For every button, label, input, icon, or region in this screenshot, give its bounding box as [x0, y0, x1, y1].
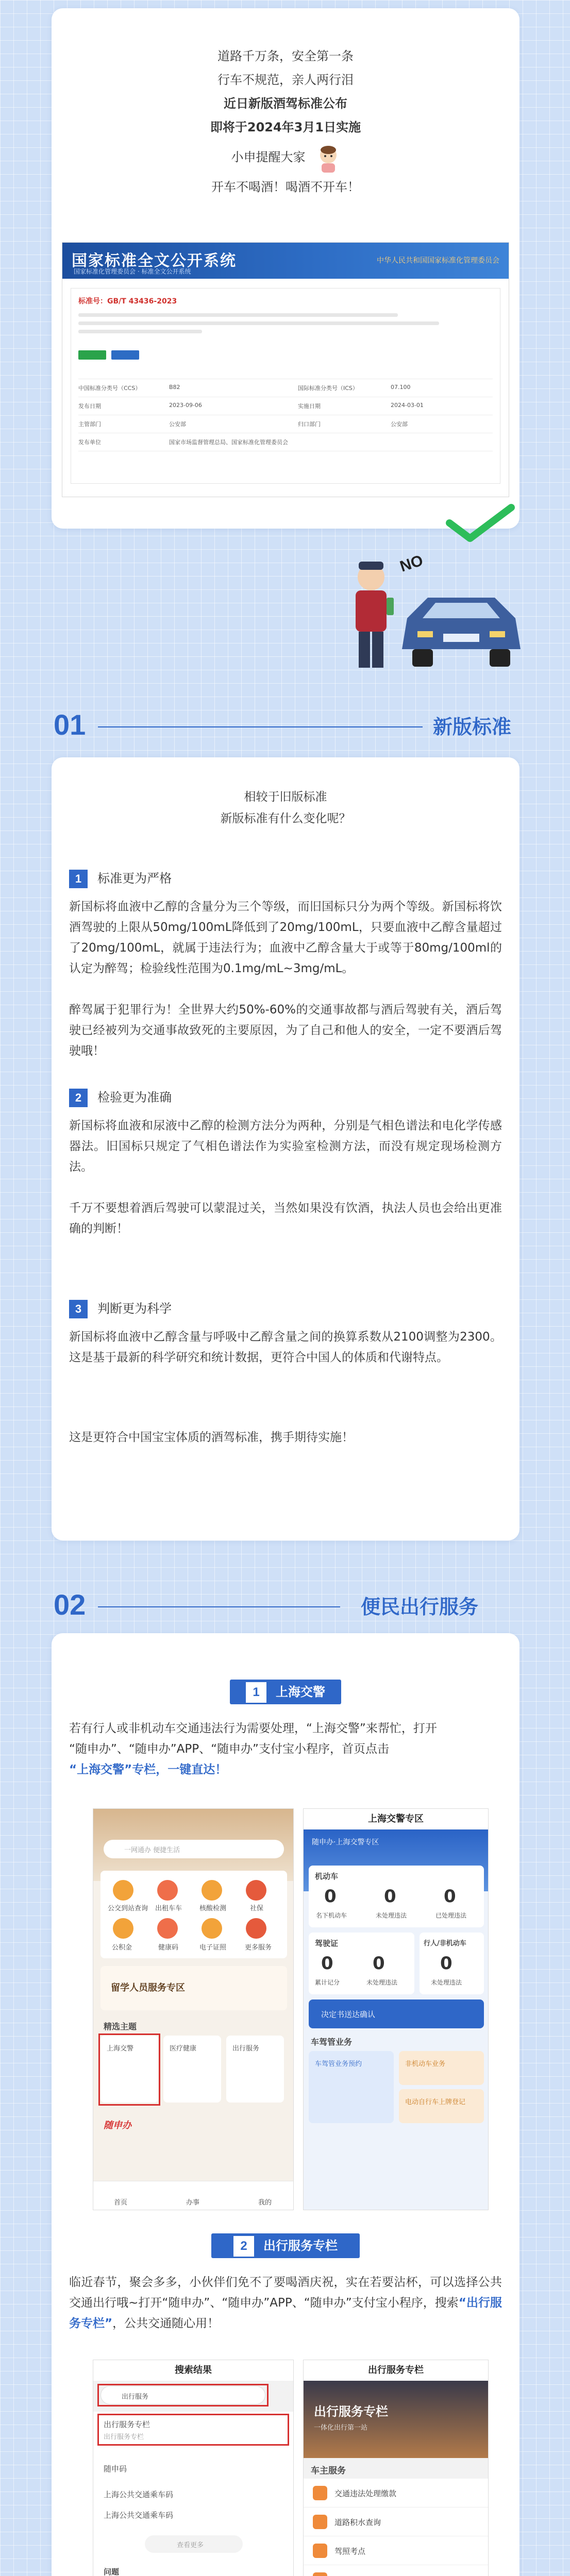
- question-header: 问题: [104, 2567, 120, 2576]
- result-title[interactable]: 出行服务专栏: [104, 2420, 150, 2429]
- highlight-box: [97, 2414, 289, 2446]
- card-label: 出行服务: [232, 2045, 260, 2053]
- service-banner-title: 出行服务专栏: [314, 2404, 388, 2419]
- service-label: 公积金: [112, 1944, 132, 1952]
- table-cell: 公安部: [169, 421, 186, 428]
- service-label: 电动自行车上牌登记: [405, 2098, 466, 2106]
- nav-affairs[interactable]: 办事: [186, 2199, 200, 2207]
- item-icon: [313, 2486, 327, 2500]
- panel-title: 驾驶证: [315, 1939, 339, 1948]
- reminder-text: 小申提醒大家: [231, 150, 306, 164]
- service-icon[interactable]: [157, 1880, 178, 1901]
- service-label: 公交到站查询: [108, 1905, 148, 1912]
- service-label: 非机动车业务: [405, 2060, 446, 2068]
- item-icon: [313, 2515, 327, 2529]
- gov-right-text: 中华人民共和国国家标准化管理委员会: [377, 257, 499, 265]
- service-card[interactable]: [399, 2051, 484, 2085]
- intro-line-2: 行车不规范，亲人两行泪: [217, 73, 354, 87]
- part1-text-b: “随申办”、“随申办”APP、“随申办”支付宝小程序，首页点击: [69, 1742, 389, 1756]
- gov-website-screenshot: [62, 242, 509, 497]
- list-item[interactable]: [304, 2565, 488, 2576]
- service-label: 车驾管业务预约: [315, 2060, 362, 2068]
- table-cell: 国际标准分类号（ICS）: [298, 385, 358, 392]
- intro-line-1: 道路千万条，安全第一条: [217, 49, 354, 63]
- phone-traffic-screenshot: [303, 1808, 489, 2210]
- item-label: 驾照考点: [334, 2547, 366, 2556]
- service-card[interactable]: [309, 2051, 394, 2123]
- home-search-input[interactable]: [104, 1840, 284, 1858]
- text-line: [78, 330, 202, 333]
- license-panel[interactable]: [309, 1933, 414, 1994]
- part1-text: [69, 1718, 502, 1780]
- list-item[interactable]: [304, 2507, 488, 2536]
- table-cell: 中国标准分类号（CCS）: [78, 385, 141, 392]
- banner-text: 留学人员服务专区: [111, 1982, 185, 1993]
- service-label: 出租车车: [155, 1905, 182, 1912]
- item-label: 交通违法处理缴款: [334, 2489, 397, 2498]
- notice-banner[interactable]: [309, 1999, 484, 2028]
- stat-label: 累计记分: [315, 1979, 340, 1986]
- phone-home-screenshot: [93, 1808, 294, 2210]
- service-icon[interactable]: [113, 1918, 133, 1939]
- stat-value: 0: [384, 1886, 396, 1907]
- service-label: 电子证照: [199, 1944, 227, 1952]
- item-3-paragraph-1: 新国标将血液中乙醇含量与呼吸中乙醇含量之间的换算系数从2100调整为2300。这是基于最新的科学研究和统计数据，更符合中国人的体质和代谢特点。: [69, 1330, 502, 1364]
- search-query: 出行服务: [122, 2393, 149, 2401]
- card-label: 医疗健康: [170, 2045, 197, 2053]
- part-number: 2: [233, 2236, 254, 2257]
- service-icon[interactable]: [113, 1880, 133, 1901]
- part1-tag: [230, 1680, 341, 1704]
- part2-tag: [211, 2233, 360, 2258]
- stat-label: 未处理违法: [431, 1979, 462, 1986]
- theme-card-travel[interactable]: [226, 2036, 284, 2103]
- table-cell: 07.100: [391, 384, 411, 391]
- view-more-button[interactable]: [145, 2535, 243, 2553]
- stat-label: 未处理违法: [366, 1979, 398, 1986]
- list-item[interactable]: [304, 2536, 488, 2565]
- highlight-box: [98, 2033, 160, 2106]
- service-icon[interactable]: [246, 1880, 266, 1901]
- gov-content: [71, 288, 500, 484]
- item-label: 标准更为严格: [97, 871, 172, 886]
- section1-intro-line-2: 新版标准有什么变化呢？: [220, 812, 351, 825]
- service-label: 更多服务: [245, 1944, 272, 1952]
- part1-text-a: 若有行人或非机动车交通违法行为需要处理，“上海交警”来帮忙，打开: [69, 1722, 437, 1735]
- stat-value: 0: [321, 1953, 333, 1974]
- drunk-driver-illustration: [340, 541, 526, 675]
- item-2-paragraph-1: 新国标将血液和尿液中乙醇的检测方法分为两种，分别是气相色谱法和电化学传感器法。旧国标只规定了气相色谱法作为实验室检测方法，而没有规定现场检测方法。: [69, 1119, 502, 1174]
- service-label: 健康码: [158, 1944, 179, 1952]
- section2-number: 02: [54, 1588, 86, 1621]
- item-number-badge: 3: [69, 1300, 88, 1318]
- panel-title: 机动车: [315, 1872, 339, 1881]
- standard-number: 标准号：GB/T 43436-2023: [78, 297, 177, 306]
- section1-intro: [52, 757, 519, 829]
- traffic-banner-text: 随申办·上海交警专区: [312, 1838, 379, 1846]
- section2-line: [98, 1606, 340, 1607]
- section1-number: 01: [54, 708, 86, 741]
- reminder-row: [52, 139, 519, 175]
- mascot-icon: [316, 144, 340, 175]
- item-number-badge: 2: [69, 1089, 88, 1107]
- home-banner[interactable]: [100, 1966, 287, 2010]
- table-cell: 归口部门: [298, 421, 321, 428]
- service-icon[interactable]: [202, 1918, 222, 1939]
- section2-title: 便民出行服务: [361, 1596, 479, 1618]
- service-banner: [304, 2381, 488, 2458]
- footer-brand: 随申办: [104, 2120, 131, 2131]
- traffic-title: 上海交警专区: [304, 1809, 488, 1829]
- section1-title: 新版标准: [433, 716, 512, 738]
- part2-text: [69, 2272, 502, 2334]
- notice-text: 决定书送达确认: [321, 2010, 376, 2019]
- item-number-badge: 1: [69, 870, 88, 888]
- bottom-nav: [93, 2181, 293, 2210]
- stat-label: 未处理违法: [376, 1912, 407, 1919]
- item-label: 道路积水查询: [334, 2518, 381, 2527]
- table-cell: 2023-09-06: [169, 402, 202, 409]
- table-cell: 发布日期: [78, 403, 101, 410]
- intro-text: [52, 8, 519, 199]
- service-icon[interactable]: [246, 1918, 266, 1939]
- service-card[interactable]: [399, 2089, 484, 2123]
- stat-label: 名下机动车: [316, 1912, 347, 1919]
- item-2-header: [69, 1087, 172, 1107]
- panel-title: 行人/非机动车: [424, 1940, 466, 1947]
- phone-search-screenshot: [93, 2360, 294, 2576]
- item-1-header: [69, 868, 172, 888]
- item-1-paragraph-2: 醉驾属于犯罪行为！全世界大约50%-60%的交通事故都与酒后驾驶有关，酒后驾驶已经被列为交通事故致死的主要原因，为了自己和他人的安全，一定不要酒后驾驶哦！: [69, 1003, 502, 1058]
- section-title: 精选主题: [104, 2022, 137, 2031]
- service-title: 车驾管业务: [311, 2037, 353, 2047]
- part1-text-c: “上海交警”专栏，一键直达！: [69, 1763, 227, 1776]
- phone-service-screenshot: [303, 2360, 489, 2576]
- item-icon: [313, 2544, 327, 2558]
- gov-title: 国家标准全文公开系统: [72, 252, 237, 270]
- part-label: 出行服务专栏: [263, 2239, 338, 2253]
- preview-button[interactable]: [111, 350, 139, 360]
- search-title: 搜索结果: [93, 2360, 293, 2381]
- item-3-paragraph-2: 这是更符合中国宝宝体质的酒驾标准，携手期待实施！: [69, 1431, 354, 1444]
- intro-highlight-2: 即将于2024年3月1日实施: [210, 120, 361, 134]
- part2-text-highlight: “出行服务专栏”: [69, 2296, 502, 2330]
- intro-highlight-1: 近日新版酒驾标准公布: [224, 96, 347, 111]
- nav-mine[interactable]: 我的: [258, 2199, 272, 2207]
- item-label: 判断更为科学: [97, 1301, 172, 1316]
- section1-line: [98, 726, 423, 727]
- result-title[interactable]: 上海公共交通乘车码: [104, 2511, 174, 2520]
- search-results: [93, 2412, 293, 2576]
- table-cell: 公安部: [391, 421, 408, 428]
- result-title[interactable]: 随申码: [104, 2464, 127, 2473]
- card-label: 上海交警: [107, 2045, 134, 2053]
- check-icon: [444, 502, 516, 544]
- nav-home[interactable]: 首页: [114, 2199, 128, 2207]
- item-1-paragraph-1: 新国标将血液中乙醇的含量分为三个等级，而旧国标只分为两个等级。新国标将饮酒驾驶的上限从50mg/100mL降低到了20mg/100mL，只要血液中乙醇含量超过了20mg/100mL，就属于违法行为；血液中乙醇含量大于或等于80mg/100ml的认定为醉驾；检验线性范围为0.1mg/mL~3mg/mL。: [69, 900, 502, 975]
- table-cell: B82: [169, 384, 180, 391]
- view-more-label: 查看更多: [177, 2541, 204, 2549]
- slogan: 开车不喝酒！喝酒不开车！: [211, 180, 360, 194]
- table-cell: 发布单位: [78, 439, 101, 446]
- service-page-title: 出行服务专栏: [304, 2360, 488, 2381]
- item-3-header: [69, 1298, 172, 1318]
- part2-text-main: 临近春节，聚会多多，小伙伴们免不了要喝酒庆祝，实在若要沾杯，可以选择公共交通出行哦~打开“随申办”、“随申办”APP、“随申办”支付宝小程序，搜索: [69, 2276, 502, 2310]
- vehicle-panel[interactable]: [309, 1866, 484, 1927]
- gov-banner: [62, 243, 509, 279]
- service-icon[interactable]: [202, 1880, 222, 1901]
- result-sub: 出行服务专栏: [104, 2433, 144, 2441]
- section1-intro-line-1: 相较于旧版标准: [244, 790, 327, 804]
- part2-text-end: ，公共交通随心用！: [112, 2317, 220, 2330]
- service-banner-sub: 一体化出行第一站: [314, 2424, 368, 2432]
- group-title: 车主服务: [311, 2466, 346, 2476]
- stat-value: 0: [440, 1953, 452, 1974]
- stat-label: 已处理违法: [435, 1912, 467, 1919]
- table-cell: 国家市场监督管理总局、国家标准化管理委员会: [169, 439, 288, 446]
- theme-card-health[interactable]: [163, 2036, 221, 2103]
- part-label: 上海交警: [276, 1685, 325, 1699]
- service-label: 核酸检测: [199, 1905, 227, 1912]
- table-cell: 2024-03-01: [391, 402, 424, 409]
- stat-value: 0: [444, 1886, 456, 1907]
- text-line: [78, 313, 398, 317]
- stat-value: 0: [373, 1953, 385, 1974]
- item-label: 检验更为准确: [97, 1090, 172, 1105]
- pedestrian-panel[interactable]: [420, 1933, 484, 1994]
- result-title[interactable]: 上海公共交通乘车码: [104, 2490, 174, 2499]
- svg-text:NO: NO: [397, 552, 425, 575]
- part-number: 1: [246, 1682, 266, 1703]
- item-icon: [313, 2572, 327, 2576]
- table-cell: 实施日期: [298, 403, 321, 410]
- highlight-box: [97, 2384, 269, 2406]
- service-label: 社保: [250, 1905, 264, 1912]
- list-item[interactable]: [304, 2479, 488, 2507]
- download-button[interactable]: [78, 350, 106, 360]
- text-line: [78, 321, 439, 325]
- service-icon[interactable]: [157, 1918, 178, 1939]
- home-service-grid: [100, 1871, 287, 1958]
- table-cell: 主管部门: [78, 421, 101, 428]
- gov-subtitle: 国家标准化管理委员会 · 标准全文公开系统: [74, 268, 191, 275]
- stat-value: 0: [324, 1886, 337, 1907]
- item-2-paragraph-2: 千万不要想着酒后驾驶可以蒙混过关，当然如果没有饮酒，执法人员也会给出更准确的判断！: [69, 1201, 502, 1235]
- search-placeholder: 一网通办 便捷生活: [124, 1846, 180, 1854]
